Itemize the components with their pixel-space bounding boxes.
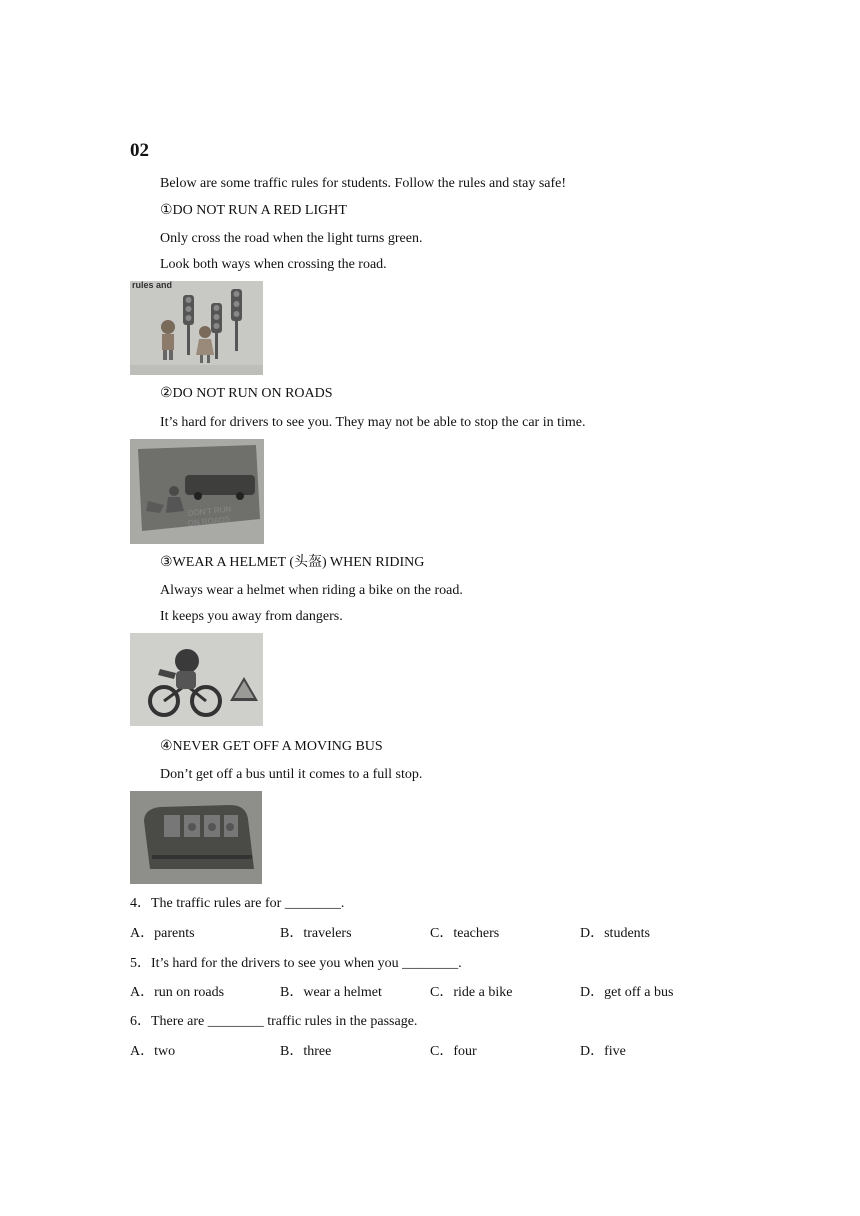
rule-1-heading: ①DO NOT RUN A RED LIGHT bbox=[160, 203, 347, 218]
rule-3-line-2: It keeps you away from dangers. bbox=[160, 609, 343, 624]
question-5-option-b: B．wear a helmet bbox=[280, 985, 382, 1000]
question-6-option-b: B．three bbox=[280, 1044, 332, 1059]
question-6-option-a: A．two bbox=[130, 1044, 176, 1059]
question-4-option-d: D．students bbox=[580, 926, 650, 941]
question-6-stem: 6．There are ________ traffic rules in the passage. bbox=[130, 1014, 418, 1029]
picture-caption-text: rules and bbox=[132, 281, 173, 290]
running-child-icon bbox=[169, 486, 179, 496]
section-number: 02 bbox=[130, 140, 149, 161]
question-6-option-c: C．four bbox=[430, 1044, 477, 1059]
question-6-option-d: D．five bbox=[580, 1044, 626, 1059]
question-5-option-a: A．run on roads bbox=[130, 985, 225, 1000]
traffic-light-picture bbox=[130, 281, 263, 375]
rule-2-heading: ②DO NOT RUN ON ROADS bbox=[160, 386, 333, 401]
question-5-option-d: D．get off a bus bbox=[580, 985, 674, 1000]
rule-2-line-1: It’s hard for drivers to see you. They may not be able to stop the car in time. bbox=[160, 415, 586, 430]
question-4-option-b: B．travelers bbox=[280, 926, 352, 941]
question-4-option-c: C．teachers bbox=[430, 926, 500, 941]
rule-3-heading: ③WEAR A HELMET (头盔) WHEN RIDING bbox=[160, 555, 425, 570]
question-4-option-a: A．parents bbox=[130, 926, 195, 941]
rule-1-line-2: Look both ways when crossing the road. bbox=[160, 257, 387, 272]
question-5-stem: 5．It’s hard for the drivers to see you when you ________. bbox=[130, 956, 462, 971]
svg-text:DON'T RUN: DON'T RUN bbox=[187, 504, 232, 518]
running-on-road-picture bbox=[130, 439, 264, 544]
bus-picture bbox=[130, 791, 262, 884]
helmet-bike-picture bbox=[130, 633, 263, 726]
question-5-option-c: C．ride a bike bbox=[430, 985, 513, 1000]
svg-text:ON ROADS: ON ROADS bbox=[187, 514, 231, 528]
rule-4-heading: ④NEVER GET OFF A MOVING BUS bbox=[160, 739, 383, 754]
car-icon bbox=[185, 475, 255, 495]
question-4-stem: 4．The traffic rules are for ________. bbox=[130, 896, 345, 911]
rule-1-line-1: Only cross the road when the light turns green. bbox=[160, 231, 423, 246]
bus-icon bbox=[144, 805, 254, 869]
rule-4-line-1: Don’t get off a bus until it comes to a full stop. bbox=[160, 767, 423, 782]
rule-3-line-1: Always wear a helmet when riding a bike on the road. bbox=[160, 583, 463, 598]
intro-text: Below are some traffic rules for students. Follow the rules and stay safe! bbox=[160, 176, 567, 191]
